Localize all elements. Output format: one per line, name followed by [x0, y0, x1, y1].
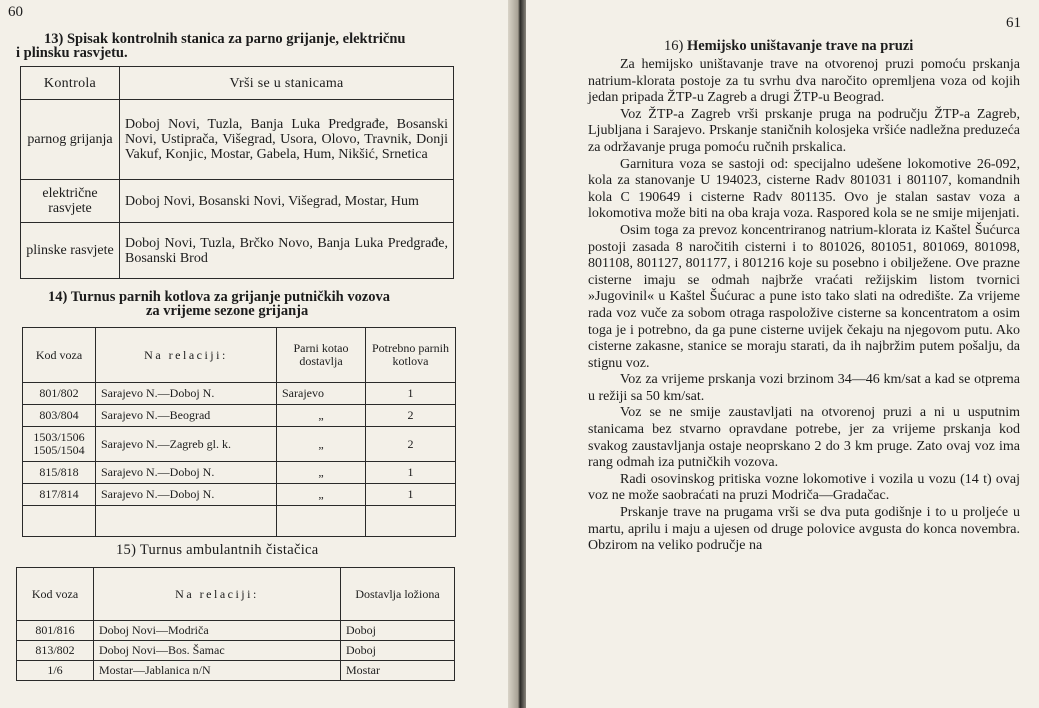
- cell-route: Sarajevo N.—Doboj N.: [96, 383, 277, 405]
- paragraph: Za hemijsko uništavanje trave na otvorenoj pruzi pomoću prskanja natrium-klorata postoje za tu svrhu dva naročito opremljena voza od kojih jedan pripada ŽTP-u Zagreb a drugi ŽTP-u Beograd.: [588, 57, 1020, 106]
- left-page: [0, 0, 512, 708]
- cell-count: 1: [366, 484, 456, 506]
- col-header-code: Kod voza: [23, 328, 96, 383]
- cell-code: 817/814: [23, 484, 96, 506]
- cell-code: 1/6: [17, 661, 94, 681]
- section13-heading-line2: i plinsku rasvjetu.: [16, 45, 128, 61]
- paragraph: Voz ŽTP-a Zagreb vrši prskanje pruga na području ŽTP-a Zagreb, Ljubljana i Sarajevo. Prskanje staničnih kolosjeka vršiće nadležna preduzeća za održavanje pruga pomoću ručnih prskalica.: [588, 106, 1020, 155]
- col-header-route: Na relaciji:: [94, 568, 341, 621]
- cell-supplier: „: [277, 427, 366, 462]
- cell-route: Sarajevo N.—Doboj N.: [96, 484, 277, 506]
- cell-depot: Mostar: [341, 661, 455, 681]
- cell-supplier: Sarajevo: [277, 383, 366, 405]
- col-header-count: Potrebno parnih kotlova: [366, 328, 456, 383]
- boiler-rotation-table: [22, 327, 456, 537]
- cell-route: Mostar—Jablanica n/N: [94, 661, 341, 681]
- cell-route: Sarajevo N.—Zagreb gl. k.: [96, 427, 277, 462]
- row-category: parnog grijanja: [21, 100, 120, 180]
- cell-route: Doboj Novi—Modriča: [94, 621, 341, 641]
- cell-count: 2: [366, 405, 456, 427]
- section16-body: [588, 57, 1020, 555]
- section14-heading: 14) Turnus parnih kotlova za grijanje putničkih vozova: [48, 289, 391, 305]
- row-category: plinske rasvjete: [21, 223, 120, 279]
- cell-depot: Doboj: [341, 641, 455, 661]
- paragraph: Osim toga za prevoz koncentriranog natrium-klorata iz Kaštel Šućurca postoji zasada 8 naročitih cisterni i to 801026, 801051, 801069, 801098, 801108, 801127, 801177, i 801216 koje su posebno i obilježene. Ove prazne cisterne imaju se odmah najbrže vraćati režijskim listom tvornici »Jugovinil« u Kaštel Šućurac a pune isto tako slati na odredište. Za vrijeme rada voz vuče za sobom otraga raspoložive cisterne sa koncentratom a osim toga je i potrebno, da ga pune cisterne uvijek čekaju na njegovom putu. Ako cisterne zakasne, stanice se moraju starati, da ih najbržim putem pošalju, da stignu voz.: [588, 222, 1020, 371]
- col-header-stations: Vrši se u stanicama: [120, 67, 454, 100]
- table-row: [23, 484, 456, 506]
- table-row: [23, 405, 456, 427]
- section13-heading: 13) Spisak kontrolnih stanica za parno grijanje, električnu: [44, 31, 406, 47]
- row-stations: Doboj Novi, Tuzla, Banja Luka Predgrađe, Bosanski Novi, Ustiprača, Višegrad, Usora, Olovo, Travnik, Donji Vakuf, Konjic, Mostar, Gabela, Hum, Nikšić, Srnetica: [120, 100, 454, 180]
- col-header-control: Kontrola: [21, 67, 120, 100]
- row-stations: Doboj Novi, Bosanski Novi, Višegrad, Mostar, Hum: [120, 180, 454, 223]
- cell-code: 801/816: [17, 621, 94, 641]
- section14-heading-line2: za vrijeme sezone grijanja: [146, 303, 309, 319]
- table-header-row: [21, 67, 454, 100]
- cell-count: 1: [366, 383, 456, 405]
- cell-code: 801/802: [23, 383, 96, 405]
- cell-route: Sarajevo N.—Doboj N.: [96, 462, 277, 484]
- section16-heading: 16) Hemijsko uništavanje trave na pruzi: [664, 38, 914, 54]
- cell-code: 815/818: [23, 462, 96, 484]
- paragraph: Voz za vrijeme prskanja vozi brzinom 34—46 km/sat a kad se otprema u režiji sa 50 km/sat.: [588, 372, 1020, 404]
- table-row: [23, 462, 456, 484]
- cell-code: 813/802: [17, 641, 94, 661]
- paragraph: Garnitura voza se sastoji od: specijalno udešene lokomotive 26-092, kola za stanovanje U 194023, cisterne Radv 801031 i 801107, komandnih kola C 190649 i cisterne Radv 801135. Ovo je stalan sastav voza a lokomotiva može biti na oba kraja voza. Raspored kola se ne smije mijenjati.: [588, 156, 1020, 222]
- cell-code: 803/804: [23, 405, 96, 427]
- paragraph: Prskanje trave na prugama vrši se dva puta godišnje i to u proljeće u martu, aprilu i maju a ujesen od druge polovice avgusta do konca novembra. Obzirom na veliko područje na: [588, 505, 1020, 554]
- table-header-row: [17, 568, 455, 621]
- table-empty-row: [23, 506, 456, 537]
- page-number-right: 61: [1006, 15, 1021, 31]
- table-row: [17, 621, 455, 641]
- table-row: [17, 641, 455, 661]
- cleaners-rotation-table: [16, 567, 455, 681]
- cell-depot: Doboj: [341, 621, 455, 641]
- col-header-supplier: Parni kotao dostavlja: [277, 328, 366, 383]
- col-header-depot: Dostavlja ložiona: [341, 568, 455, 621]
- cell-count: 2: [366, 427, 456, 462]
- table-row: [21, 100, 454, 180]
- table-row: [23, 383, 456, 405]
- cell-count: 1: [366, 462, 456, 484]
- section15-heading: 15) Turnus ambulantnih čistačica: [116, 542, 319, 558]
- cell-route: Sarajevo N.—Beograd: [96, 405, 277, 427]
- row-category: električne rasvjete: [21, 180, 120, 223]
- col-header-code: Kod voza: [17, 568, 94, 621]
- cell-code: 1503/1506 1505/1504: [23, 427, 96, 462]
- col-header-route: Na relaciji:: [96, 328, 277, 383]
- cell-supplier: „: [277, 484, 366, 506]
- cell-supplier: „: [277, 462, 366, 484]
- cell-route: Doboj Novi—Bos. Šamac: [94, 641, 341, 661]
- cell-supplier: „: [277, 405, 366, 427]
- paragraph: Voz se ne smije zaustavljati na otvorenoj pruzi a ni u usputnim stanicama bez stvarno opravdane potrebe, jer za vrijeme prskanja kod svakog zaustavljanja ostaje neoprskano 2 do 3 km pruge. Zato ovaj voz ima rang odmah iza putničkih vozova.: [588, 405, 1020, 471]
- control-stations-table: [20, 66, 454, 279]
- table-header-row: [23, 328, 456, 383]
- table-row: [17, 661, 455, 681]
- row-stations: Doboj Novi, Tuzla, Brčko Novo, Banja Luka Predgrađe, Bosanski Brod: [120, 223, 454, 279]
- table-row: [21, 180, 454, 223]
- table-row: [21, 223, 454, 279]
- right-page: [526, 0, 1039, 708]
- paragraph: Radi osovinskog pritiska vozne lokomotive i vozila u vozu (14 t) ovaj voz ne može saobraćati na pruzi Modriča—Gradačac.: [588, 471, 1020, 504]
- page-number-left: 60: [8, 4, 23, 20]
- table-row: [23, 427, 456, 462]
